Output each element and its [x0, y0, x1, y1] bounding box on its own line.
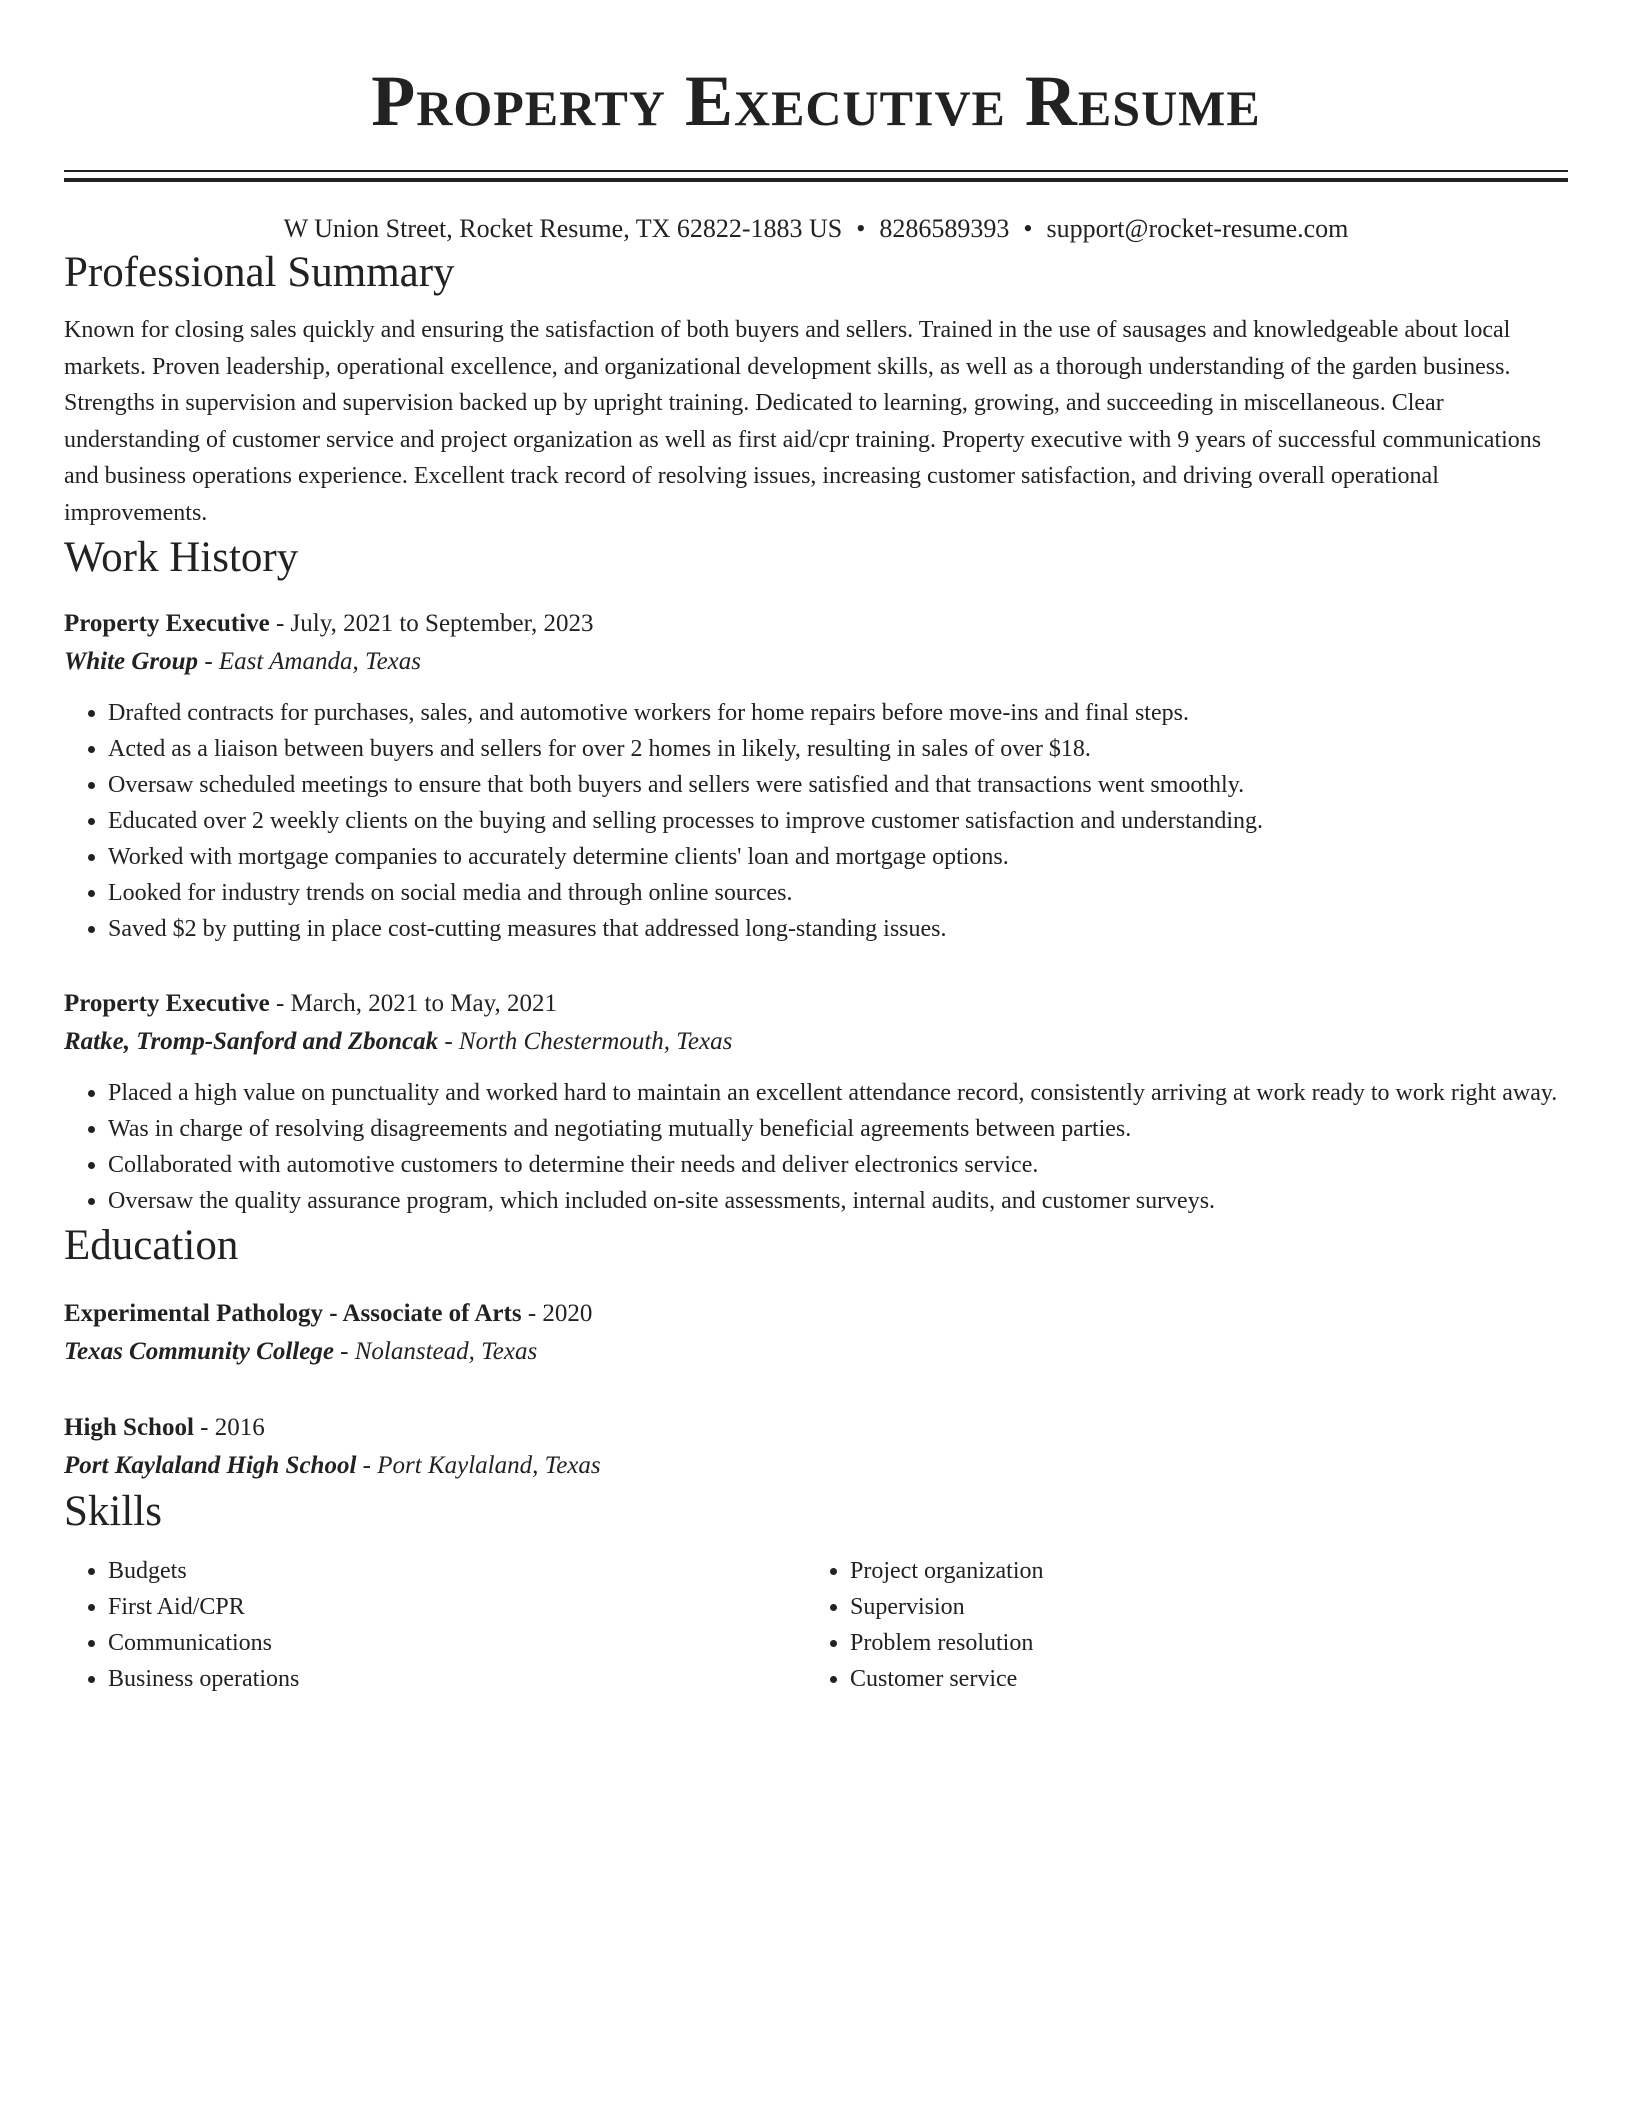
- job-bullet: • Acted as a liaison between buyers and sellers for over 2 homes in likely, resulting in sales of over $18.: [108, 731, 1568, 767]
- education-school: Texas Community College: [64, 1338, 334, 1365]
- job-bullet: • Worked with mortgage companies to accurately determine clients' loan and mortgage options.: [108, 839, 1568, 875]
- education-location: - Nolanstead, Texas: [333, 1338, 538, 1365]
- job-company: Ratke, Tromp-Sanford and Zboncak: [64, 1028, 439, 1055]
- education-degree: High School: [64, 1414, 194, 1441]
- job-company: White Group: [64, 648, 199, 675]
- job-bullet: • Looked for industry trends on social media and through online sources.: [108, 875, 1568, 911]
- education-degree-line: [64, 1409, 1568, 1447]
- work-history-heading: Work History: [64, 534, 299, 581]
- contact-address: W Union Street, Rocket Resume, TX 62822-1883 US: [283, 214, 843, 243]
- skill-item: • Budgets: [108, 1553, 806, 1589]
- job-dates: - March, 2021 to May, 2021: [269, 990, 557, 1017]
- education-school-line: [64, 1447, 1568, 1485]
- education-location: - Port Kaylaland, Texas: [356, 1452, 601, 1479]
- job-bullet: • Was in charge of resolving disagreements and negotiating mutually beneficial agreements between parties.: [108, 1111, 1568, 1147]
- job-title-line: [64, 985, 1568, 1023]
- resume-title: Property Executive Resume: [371, 61, 1261, 141]
- education-year: - 2020: [521, 1300, 593, 1327]
- job-bullets: [64, 695, 1568, 947]
- contact-separator: •: [1023, 214, 1033, 243]
- job-bullet: • Saved $2 by putting in place cost-cutting measures that addressed long-standing issues.: [108, 911, 1568, 947]
- skill-item: • Problem resolution: [850, 1625, 1548, 1661]
- education-heading: Education: [64, 1222, 239, 1269]
- job-bullet: • Oversaw scheduled meetings to ensure that both buyers and sellers were satisfied and that transactions went smoothly.: [108, 767, 1568, 803]
- title-rule-thin: [64, 170, 1568, 172]
- education-degree: Experimental Pathology - Associate of Arts: [64, 1300, 522, 1327]
- job-bullet: • Placed a high value on punctuality and worked hard to maintain an excellent attendance record, consistently arriving at work ready to work right away.: [108, 1075, 1568, 1111]
- job-location: - North Chestermouth, Texas: [438, 1028, 733, 1055]
- skills-column-right: [806, 1553, 1548, 1697]
- contact-email: support@rocket-resume.com: [1046, 214, 1349, 243]
- job-dates: - July, 2021 to September, 2023: [269, 610, 594, 637]
- contact-line: [64, 212, 1568, 246]
- skills-heading: Skills: [64, 1488, 162, 1535]
- job-bullet: • Educated over 2 weekly clients on the buying and selling processes to improve customer satisfaction and understanding.: [108, 803, 1568, 839]
- skill-item: • Customer service: [850, 1661, 1548, 1697]
- job-location: - East Amanda, Texas: [198, 648, 421, 675]
- job-entry: [64, 605, 1568, 947]
- education-entry: [64, 1409, 1568, 1485]
- contact-separator: •: [856, 214, 866, 243]
- job-bullets: [64, 1075, 1568, 1219]
- education-entry: [64, 1295, 1568, 1371]
- skill-item: • Project organization: [850, 1553, 1548, 1589]
- job-company-line: [64, 1023, 1568, 1061]
- summary-heading: Professional Summary: [64, 249, 455, 296]
- job-bullet: • Drafted contracts for purchases, sales, and automotive workers for home repairs before move-ins and final steps.: [108, 695, 1568, 731]
- job-title: Property Executive: [64, 990, 270, 1017]
- education-year: - 2016: [193, 1414, 265, 1441]
- skill-item: • First Aid/CPR: [108, 1589, 806, 1625]
- contact-phone: 8286589393: [879, 214, 1010, 243]
- job-bullet: • Oversaw the quality assurance program, which included on-site assessments, internal audits, and customer surveys.: [108, 1183, 1568, 1219]
- job-entry: [64, 985, 1568, 1219]
- skill-item: • Communications: [108, 1625, 806, 1661]
- job-title-line: [64, 605, 1568, 643]
- job-company-line: [64, 643, 1568, 681]
- title-rule-thick: [64, 178, 1568, 182]
- skills-list: [64, 1553, 1568, 1697]
- skill-item: • Supervision: [850, 1589, 1548, 1625]
- skill-item: • Business operations: [108, 1661, 806, 1697]
- job-title: Property Executive: [64, 610, 270, 637]
- summary-text: Known for closing sales quickly and ensuring the satisfaction of both buyers and sellers. Trained in the use of sausages and knowledgeable about local markets. Proven leadership, operational excellence, and organizational development skills, as well as a thorough understanding of the garden business. Strengths in supervision and supervision backed up by upright training. Dedicated to learning, growing, and succeeding in miscellaneous. Clear understanding of customer service and project organization as well as first aid/cpr training. Property executive with 9 years of successful communications and business operations experience. Excellent track record of resolving issues, increasing customer satisfaction, and driving overall operational improvements.: [64, 317, 1542, 526]
- skills-column-left: [64, 1553, 806, 1697]
- education-degree-line: [64, 1295, 1568, 1333]
- education-school-line: [64, 1333, 1568, 1371]
- education-school: Port Kaylaland High School: [64, 1452, 357, 1479]
- job-bullet: • Collaborated with automotive customers to determine their needs and deliver electronics service.: [108, 1147, 1568, 1183]
